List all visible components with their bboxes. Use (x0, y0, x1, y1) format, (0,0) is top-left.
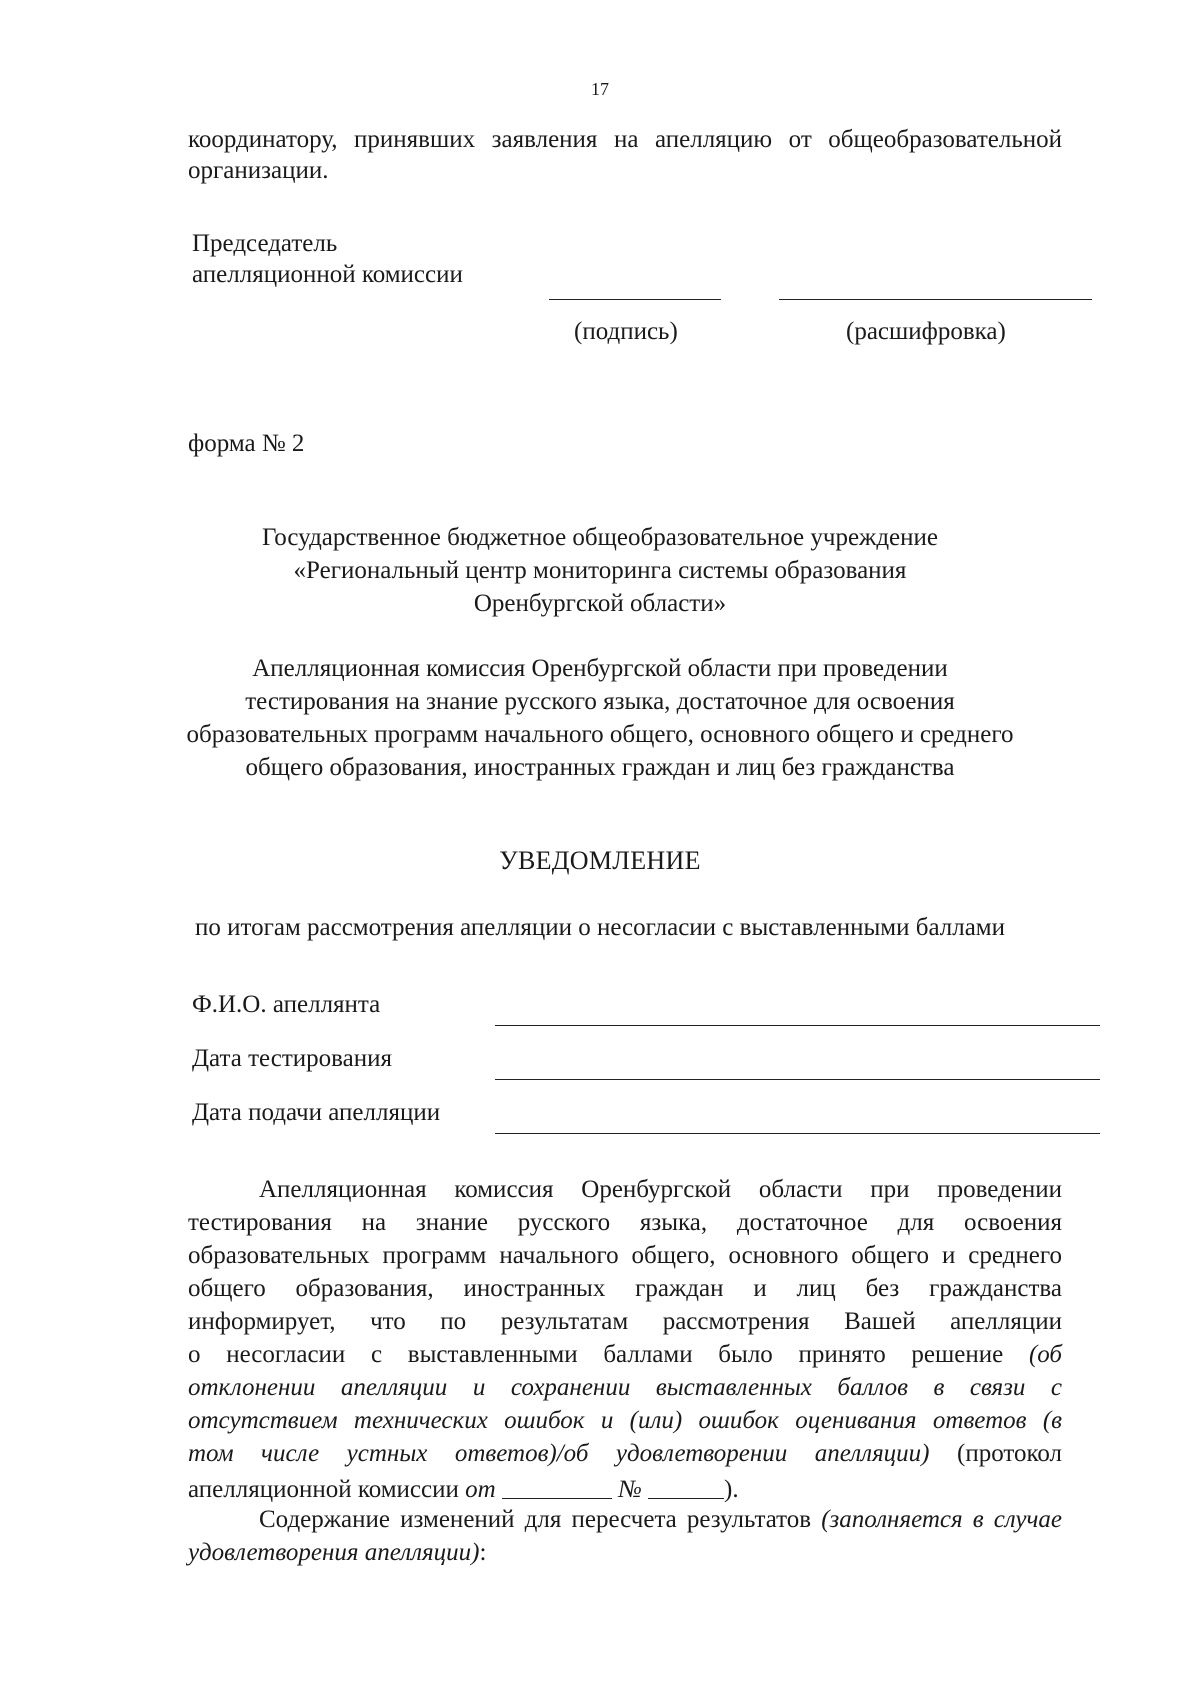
appeal-date-line (495, 1133, 1100, 1134)
appellant-name-line (495, 1025, 1100, 1026)
commission-line-2: тестирования на знание русского языка, достаточное для освоения (245, 688, 955, 715)
body-line-6 (188, 1339, 1062, 1370)
body-line-6-italic: (об (1028, 1341, 1063, 1368)
appellant-name-label: Ф.И.О. апеллянта (192, 991, 381, 1018)
notice-subtitle: по итогам рассмотрения апелляции о несогласии с выставленными баллами (194, 914, 1006, 941)
signature-line (549, 299, 721, 300)
body-line-9-text: (протокол (957, 1440, 1063, 1467)
intro-line-2: организации. (188, 157, 329, 184)
body-line-4: общего образования, иностранных граждан и лиц без гражданства (188, 1275, 1062, 1302)
body-line-5: информирует, что по результатам рассмотрения Вашей апелляции (188, 1308, 1062, 1335)
body-line-12-italic: удовлетворения апелляции) (188, 1539, 480, 1566)
protocol-number-sign: № (618, 1476, 642, 1503)
body-line-11 (259, 1504, 1062, 1535)
signature-caption: (подпись) (574, 318, 678, 345)
body-line-6-text: о несогласии с выставленными баллами было принято решение (188, 1341, 1004, 1368)
institution-line-2: «Региональный центр мониторинга системы образования (293, 557, 907, 584)
body-line-2: тестирования на знание русского языка, достаточное для освоения (188, 1209, 1062, 1236)
commission-line-1: Апелляционная комиссия Оренбургской области при проведении (252, 655, 948, 682)
body-line-7: отклонении апелляции и сохранении выставленных баллов в связи с (188, 1374, 1062, 1401)
body-line-12-colon: : (479, 1539, 487, 1566)
body-line-1: Апелляционная комиссия Оренбургской области при проведении (259, 1176, 1062, 1203)
signature-role-line-1: Председатель (192, 230, 338, 257)
protocol-close: ). (724, 1476, 739, 1503)
signature-role-line-2: апелляционной комиссии (192, 261, 463, 288)
protocol-number-blank (648, 1473, 724, 1499)
form-label: форма № 2 (188, 430, 305, 457)
commission-line-4: общего образования, иностранных граждан и лиц без гражданства (245, 754, 955, 781)
commission-line-3: образовательных программ начального общего, основного общего и среднего (186, 721, 1014, 748)
body-line-9 (188, 1438, 1062, 1469)
appeal-date-label: Дата подачи апелляции (192, 1099, 441, 1126)
body-line-9-italic: том числе устных ответов)/об удовлетворении апелляции) (188, 1440, 930, 1467)
body-line-10 (188, 1471, 739, 1505)
test-date-label: Дата тестирования (192, 1045, 392, 1072)
institution-line-1: Государственное бюджетное общеобразовательное учреждение (262, 524, 938, 551)
page-number: 17 (591, 79, 609, 99)
body-line-10-text: апелляционной комиссии (188, 1476, 459, 1503)
test-date-line (495, 1079, 1100, 1080)
notice-title: УВЕДОМЛЕНИЕ (499, 846, 701, 875)
institution-line-3: Оренбургской области» (473, 590, 727, 617)
intro-line-1: координатору, принявших заявления на апелляцию от общеобразовательной (188, 126, 1062, 153)
body-line-3: образовательных программ начального общего, основного общего и среднего (188, 1242, 1062, 1269)
protocol-date-prefix: от (465, 1476, 496, 1503)
body-line-12 (188, 1537, 486, 1568)
decode-line (779, 299, 1092, 300)
protocol-date-blank (502, 1473, 612, 1499)
body-line-11-text: Содержание изменений для пересчета результатов (259, 1506, 812, 1533)
decode-caption: (расшифровка) (846, 318, 1006, 345)
body-line-8: отсутствием технических ошибок и (или) ошибок оценивания ответов (в (188, 1407, 1062, 1434)
body-line-11-italic: (заполняется в случае (821, 1506, 1062, 1533)
